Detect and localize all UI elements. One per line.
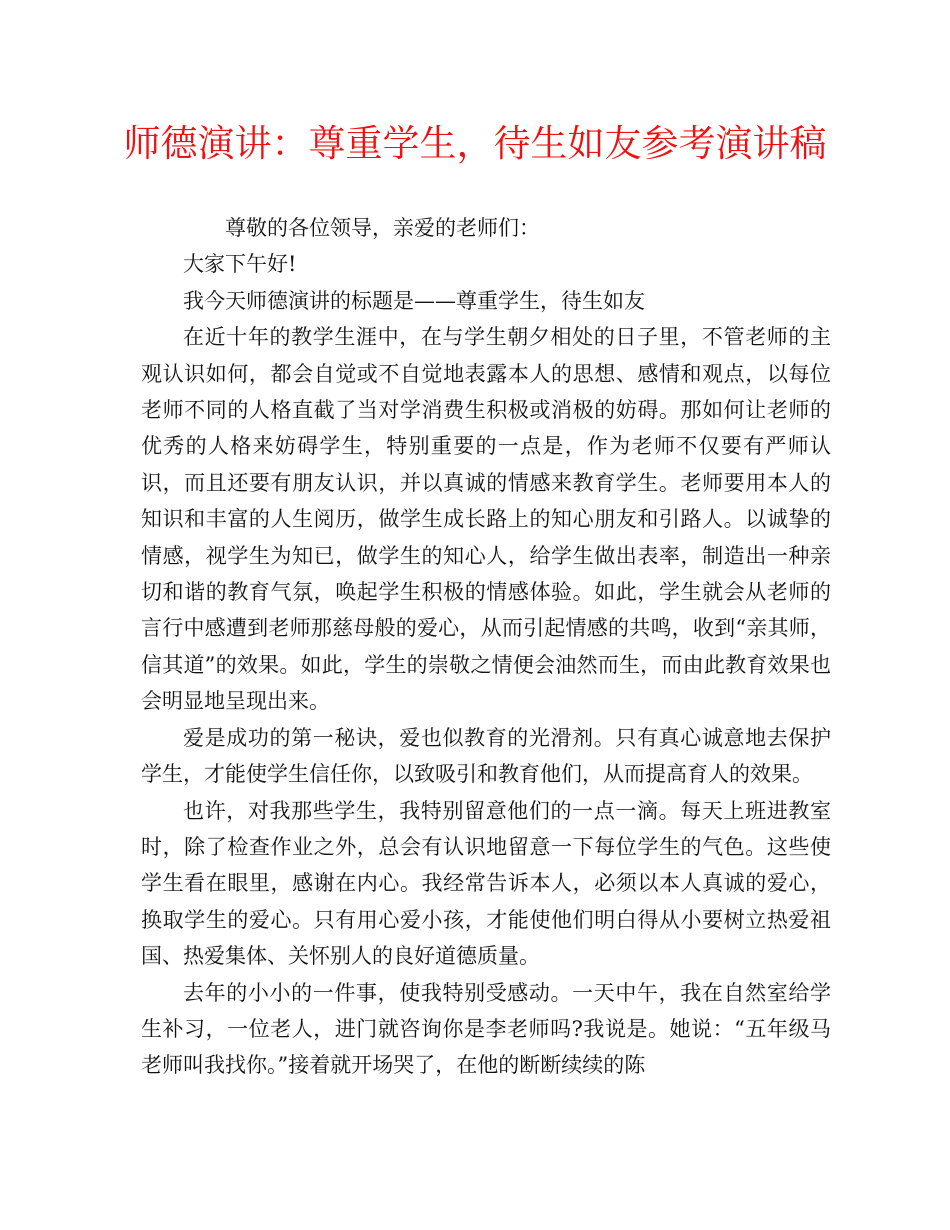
document-title: 师德演讲：尊重学生，待生如友参考演讲稿	[123, 122, 827, 165]
body-paragraph: 在近十年的教学生涯中，在与学生朝夕相处的日子里，不管老师的主观认识如何，都会自觉或不自觉地表露本人的思想、感情和观点，以每位老师不同的人格直截了当对学消费生积极或消极的妨碍。那如何让老师的优秀的人格来妨碍学生，特别重要的一点是，作为老师不仅要有严师认识，而且还要有朋友认识，并以真诚的情感来教育学生。老师要用本人的知识和丰富的人生阅历，做学生成长路上的知心朋友和引路人。以诚挚的情感，视学生为知已，做学生的知心人，给学生做出表率，制造出一种亲切和谐的教育气氛，唤起学生积极的情感体验。如此，学生就会从老师的言行中感遭到老师那慈母般的爱心，从而引起情感的共鸣，收到“亲其师，信其道”的效果。如此，学生的崇敬之情便会油然而生，而由此教育效果也会明显地呈现出来。	[141, 325, 831, 714]
topic-line: 我今天师德演讲的标题是——尊重学生，待生如友	[183, 288, 645, 313]
greeting-line: 大家下午好!	[183, 252, 297, 277]
document-body	[141, 210, 831, 1084]
body-paragraph: 也许，对我那些学生，我特别留意他们的一点一滴。每天上班进教室时，除了检查作业之外，总会有认识地留意一下每位学生的气色。这些使学生看在眼里，感谢在内心。我经常告诉本人，必须以本人真诚的爱心，换取学生的爱心。只有用心爱小孩，才能使他们明白得从小要树立热爱祖国、热爱集体、关怀别人的良好道德质量。	[141, 798, 831, 969]
salutation-line: 尊敬的各位领导，亲爱的老师们：	[225, 216, 540, 240]
body-paragraph: 去年的小小的一件事，使我特别受感动。一天中午，我在自然室给学生补习，一位老人，进门就咨询你是李老师吗?我说是。她说：“五年级马老师叫我找你。”接着就开场哭了，在他的断断续续的陈	[141, 980, 831, 1078]
body-paragraph: 爱是成功的第一秘诀，爱也似教育的光滑剂。只有真心诚意地去保护学生，才能使学生信任你，以致吸引和教育他们，从而提高育人的效果。	[141, 725, 831, 787]
